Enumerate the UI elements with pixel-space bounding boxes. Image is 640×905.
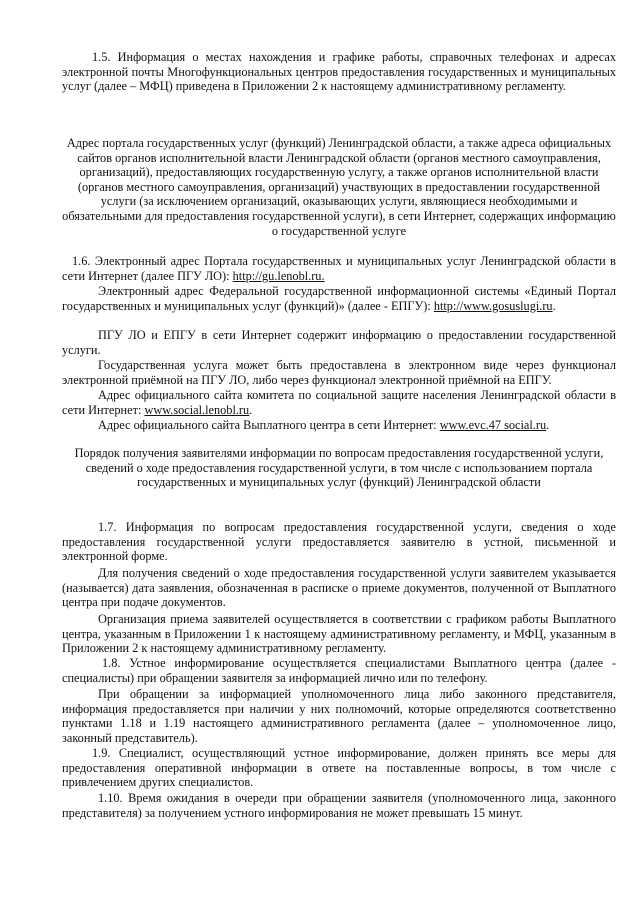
paragraph-payment-center-text: Адрес официального сайта Выплатного центра в сети Интернет:: [98, 418, 437, 432]
paragraph-1-8-representative: При обращении за информацией уполномоченного лица либо законного представителя, информация предоставляется при наличии у них полномочий, которые определяются соответственно пунктами 1.18 и 1.19 настоящего административного регламента (далее – уполномоченное лицо, законный представитель).: [62, 687, 616, 745]
paragraph-electronic-service: Государственная услуга может быть предоставлена в электронном виде через функционал электронной приёмной на ПГУ ЛО, либо через функционал электронной приёмной на ЕПГУ.: [62, 358, 616, 387]
paragraph-1-8: 1.8. Устное информирование осуществляется специалистами Выплатного центра (далее - специалисты) при обращении заявителя за информацией лично или по телефону.: [62, 656, 616, 685]
portal-section-heading: Адрес портала государственных услуг (функций) Ленинградской области, а также адреса официальных сайтов органов исполнительной власти Ленинградской области (органов местного самоуправления, организаций), предоставляющих государственную услугу, а также органов исполнительной власти (органов местного самоуправления, организаций) участвующих в предоставлении государственной услуги (за исключением организаций, оказывающих услуги, являющиеся необходимыми и обязательными для предоставления государственной услуги), в сети Интернет, содержащих информацию о государственной услуге: [62, 136, 616, 238]
committee-link-period: .: [249, 402, 253, 417]
paragraph-1-6-text: 1.6. Электронный адрес Портала государственных и муниципальных услуг Ленинградской области в сети Интернет (далее ПГУ ЛО):: [62, 254, 616, 283]
paragraph-epgu-text: Электронный адрес Федеральной государственной информационной системы «Единый Портал государственных и муниципальных услуг (функций)» (далее - ЕПГУ):: [62, 284, 616, 313]
paragraph-pgu-info: ПГУ ЛО и ЕПГУ в сети Интернет содержит информацию о предоставлении государственной услуги.: [62, 328, 616, 357]
paragraph-1-5: 1.5. Информация о местах нахождения и графике работы, справочных телефонах и адресах электронной почты Многофункциональных центров предоставления государственных и муниципальных услуг (далее – МФЦ) приведена в Приложении 2 к настоящему административному регламенту.: [62, 50, 616, 94]
payment-center-site-link[interactable]: www.evc.47 social.ru: [439, 418, 547, 432]
pgu-lo-link[interactable]: http://gu.lenobl.ru.: [232, 268, 325, 283]
epgu-link[interactable]: http://www.gosuslugi.ru: [433, 298, 553, 313]
order-section-heading: Порядок получения заявителями информации по вопросам предоставления государственной услуги, сведений о ходе предоставления государственной услуги, в том числе с использованием портала государственных и муниципальных услуг (функций) Ленинградской области: [74, 446, 604, 490]
paragraph-committee-site: [62, 388, 616, 417]
paragraph-1-6: [62, 254, 616, 283]
paragraph-epgu: [62, 284, 616, 313]
paragraph-1-10: 1.10. Время ожидания в очереди при обращении заявителя (уполномоченного лица, законного представителя) за получением устного информирования не может превышать 15 минут.: [62, 791, 616, 820]
payment-center-link-period: .: [546, 418, 550, 432]
paragraph-1-7-status: Для получения сведений о ходе предоставления государственной услуги заявителем указывается (называется) дата заявления, обозначенная в расписке о приеме документов, полученной от Выплатного центра при подаче документов.: [62, 566, 616, 610]
paragraph-committee-text: Адрес официального сайта комитета по социальной защите населения Ленинградской области в сети Интернет:: [62, 388, 616, 417]
committee-site-link[interactable]: www.social.lenobl.ru: [144, 402, 250, 417]
paragraph-1-7-reception: Организация приема заявителей осуществляется в соответствии с графиком работы Выплатного центра, указанным в Приложении 1 к настоящему административному регламенту, и МФЦ, указанным в Приложении 2 к настоящему административному регламенту.: [62, 612, 616, 656]
epgu-link-period: .: [552, 298, 556, 313]
paragraph-payment-center-site: [62, 418, 616, 433]
paragraph-1-7: 1.7. Информация по вопросам предоставления государственной услуги, сведения о ходе предоставления государственной услуги предоставляется заявителю в устной, письменной и электронной форме.: [62, 520, 616, 564]
paragraph-1-9: 1.9. Специалист, осуществляющий устное информирование, должен принять все меры для предоставления оперативной информации в ответе на поставленные вопросы, в том числе с привлечением других специалистов.: [62, 746, 616, 790]
